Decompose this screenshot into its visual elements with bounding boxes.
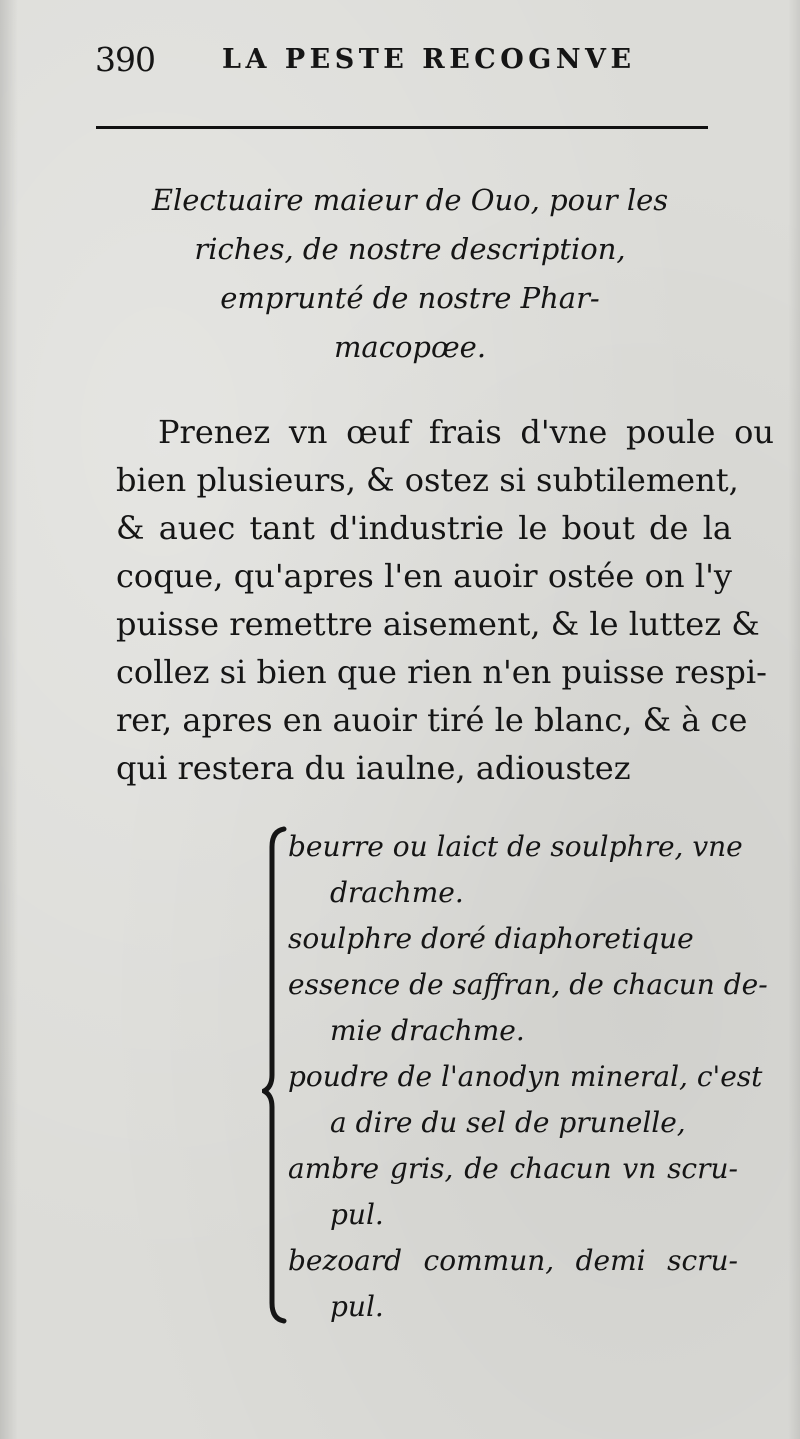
ingredient-line: essence de saffran, de chacun de- (288, 968, 768, 1001)
recipe-title-line: emprunté de nostre Phar- (220, 281, 600, 315)
recipe-title-line: macopœe. (333, 330, 487, 364)
page-number: 390 (95, 40, 155, 79)
ingredient-line: pul. (330, 1198, 384, 1231)
ingredient-line: beurre ou laict de soulphre, vne (288, 830, 743, 863)
body-line: coque, qu'apres l'en auoir ostée on l'y (116, 557, 732, 595)
recipe-title-line: riches, de nostre description, (194, 232, 626, 266)
header-rule (96, 126, 708, 129)
body-line: collez si bien que rien n'en puisse respi- (116, 653, 767, 691)
body-line: rer, apres en auoir tiré le blanc, & à ce (116, 701, 748, 739)
body-line: bien plusieurs, & ostez si subtilement, (116, 461, 739, 499)
body-paragraph (116, 408, 774, 792)
ingredient-line: a dire du sel de prunelle, (330, 1106, 686, 1139)
ingredient-line: soulphre doré diaphoretique (288, 922, 694, 955)
ingredient-line: drachme. (330, 876, 464, 909)
ingredient-line: bezoard commun, demi scru- (288, 1244, 738, 1277)
body-line: puisse remettre aisement, & le luttez & (116, 605, 760, 643)
ingredients-list (288, 824, 768, 1330)
ingredient-line: pul. (330, 1290, 384, 1323)
ingredient-line: ambre gris, de chacun vn scru- (288, 1152, 738, 1185)
running-title: LA PESTE RECOGNVE (222, 44, 636, 75)
body-line: & auec tant d'industrie le bout de la (116, 509, 732, 547)
recipe-title (130, 176, 690, 372)
ingredient-line: poudre de l'anodyn mineral, c'est (288, 1060, 763, 1093)
recipe-title-line: Electuaire maieur de Ouo, pour les (151, 183, 669, 217)
body-line: qui restera du iaulne, adioustez (116, 749, 631, 787)
ingredient-line: mie drachme. (330, 1014, 525, 1047)
body-line: Prenez vn œuf frais d'vne poule ou (158, 413, 774, 451)
